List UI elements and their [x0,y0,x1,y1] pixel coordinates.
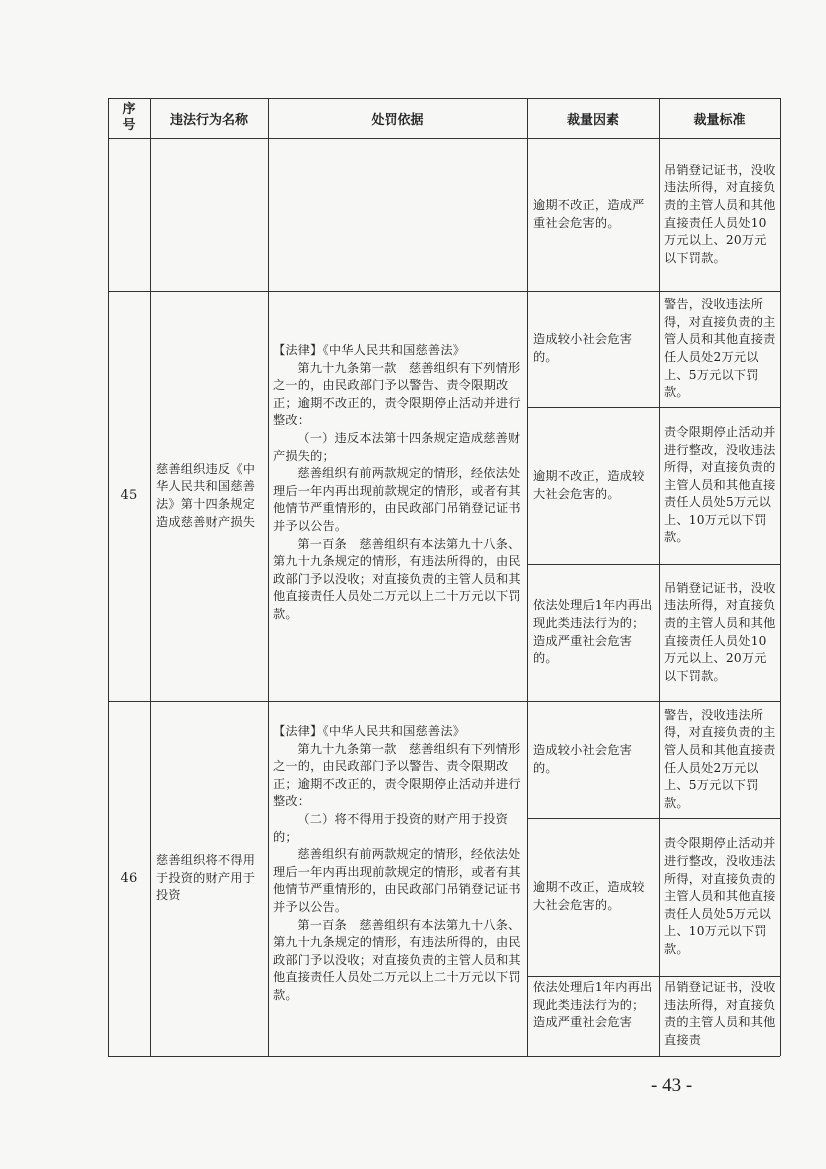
basis-paragraph: （一）违反本法第十四条规定造成慈善财产损失的； [273,430,521,463]
header-name: 违法行为名称 [169,112,248,128]
page-number: - 43 - [651,1075,693,1096]
factor-cell: 造成较小社会危害的。 [533,332,633,364]
header-basis: 处罚依据 [371,112,424,128]
basis-paragraph: 慈善组织有前两款规定的情形，经依法处理后一年内再出现前款规定的情形，或者有其他情节严重情形的，由民政部门吊销登记证书并予以公告。 [273,466,521,533]
basis-paragraph: 第九十九条第一款 慈善组织有下列情形之一的，由民政部门予以警告、责令限期改正；逾期不改正的，责令限期停止活动并进行整改： [273,360,521,428]
basis-paragraph: 第一百条 慈善组织有本法第九十八条、第九十九条规定的情形，有违法所得的，由民政部门予以没收；对直接负责的主管人员和其他直接责任人员处二万元以上二十万元以下罚款。 [273,917,521,1002]
law-title: 【法律】《中华人民共和国慈善法》 [273,724,466,738]
basis-paragraph: （二）将不得用于投资的财产用于投资的； [273,811,508,844]
standard-cell: 警告，没收违法所得，对直接负责的主管人员和其他直接责任人员处2万元以上、5万元以下罚款。 [664,297,776,400]
basis-cell [270,723,525,1053]
factor-cell: 逾期不改正，造成较大社会危害的。 [533,468,645,501]
column-divider-factor [659,98,660,1056]
standard-cell: 吊销登记证书，没收违法所得，对直接负责的主管人员和其他直接责 [664,980,776,1047]
factor-cell: 依法处理后1年内再出现此类违法行为的；造成严重社会危害的。 [533,598,653,666]
basis-paragraph: 第九十九条第一款 慈善组织有下列情形之一的，由民政部门予以警告、责令限期改正；逾期不改正的，责令限期停止活动并进行整改： [273,741,521,809]
seq-cell: 46 [120,870,138,886]
standard-cell: 警告，没收违法所得，对直接负责的主管人员和其他直接责任人员处2万元以上、5万元以下罚款。 [664,707,776,810]
factor-cell: 依法处理后1年内再出现此类违法行为的；造成严重社会危害 [533,980,653,1030]
column-divider-basis [527,98,528,1056]
standard-cell: 责令限期停止活动并进行整改，没收违法所得，对直接负责的主管人员和其他直接责任人员处5万元以上、10万元以下罚款。 [664,424,776,545]
table-border-bottom [108,1056,780,1057]
standard-cell: 责令限期停止活动并进行整改，没收违法所得，对直接负责的主管人员和其他直接责任人员处5万元以上、10万元以下罚款。 [664,836,776,956]
column-divider-seq [150,98,151,1056]
law-title: 【法律】《中华人民共和国慈善法》 [273,343,466,357]
standard-cell: 吊销登记证书，没收违法所得，对直接负责的主管人员和其他直接责任人员处10万元以上、20万元以下罚款。 [664,162,776,265]
subrow-divider [527,976,780,977]
table-border-right [780,98,781,1056]
header-seq: 序号 [122,102,136,133]
factor-cell: 逾期不改正，造成严重社会危害的。 [533,197,645,230]
basis-paragraph: 第一百条 慈善组织有本法第九十八条、第九十九条规定的情形，有违法所得的，由民政部门予以没收；对直接负责的主管人员和其他直接责任人员处二万元以上二十万元以下罚款。 [273,536,521,621]
seq-cell: 45 [120,488,138,504]
header-standard: 裁量标准 [693,112,746,128]
violation-name-cell: 慈善组织将不得用于投资的财产用于投资 [156,853,256,903]
basis-cell [270,342,525,682]
factor-cell: 造成较小社会危害的。 [533,742,633,775]
violation-name-cell: 慈善组织违反《中华人民共和国慈善法》第十四条规定造成慈善财产损失 [156,461,256,529]
header-factor: 裁量因素 [566,112,619,128]
factor-cell: 逾期不改正，造成较大社会危害的。 [533,880,645,912]
basis-paragraph: 慈善组织有前两款规定的情形，经依法处理后一年内再出现前款规定的情形，或者有其他情节严重情形的，由民政部门吊销登记证书并予以公告。 [273,847,521,914]
standard-cell: 吊销登记证书，没收违法所得，对直接负责的主管人员和其他直接责任人员处10万元以上、20万元以下罚款。 [664,580,776,683]
column-divider-name [268,98,269,1056]
